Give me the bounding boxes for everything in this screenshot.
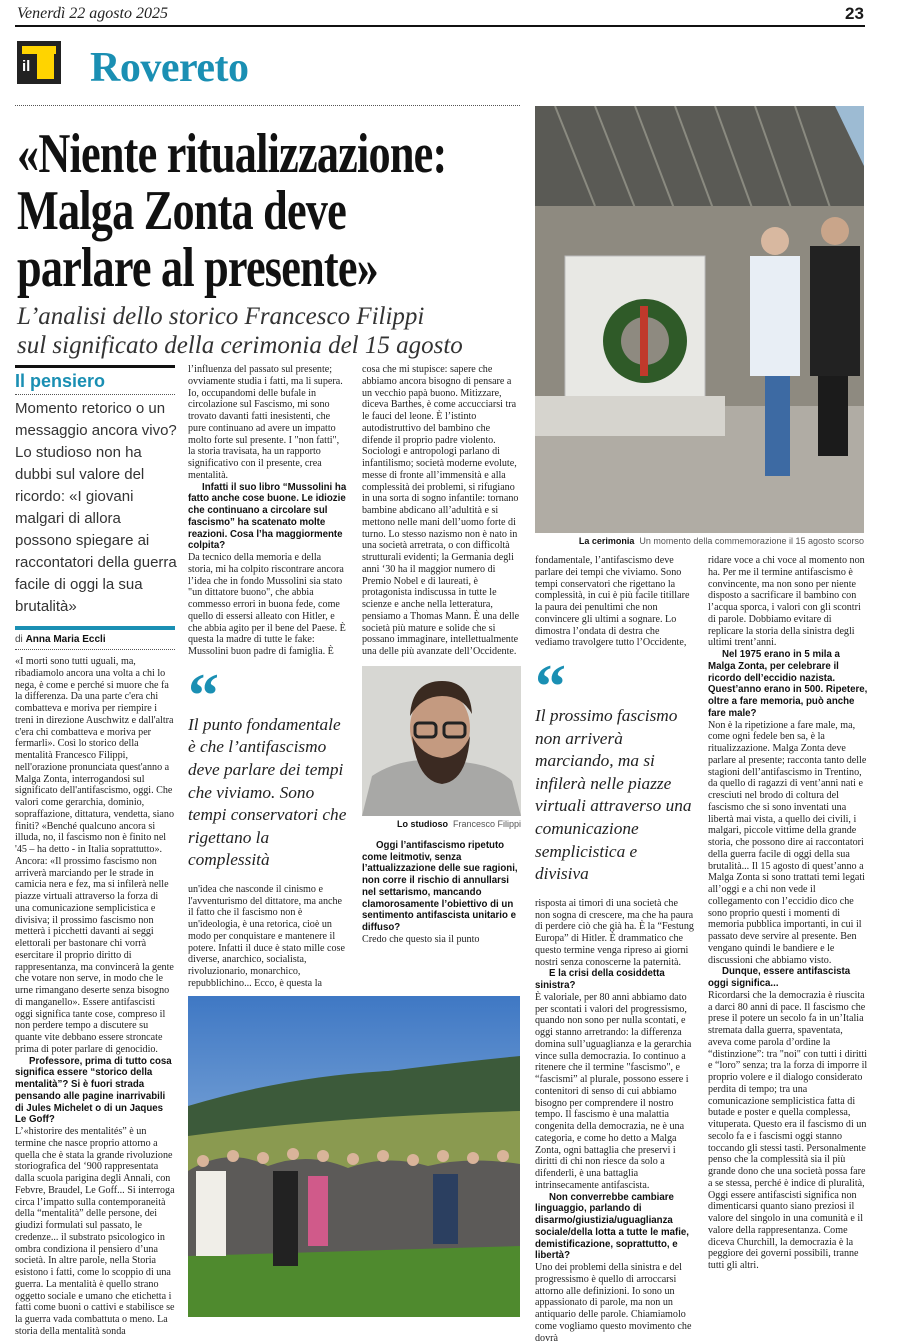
body-paragraph: l’influenza del passato sul presente; ovviamente studia i fatti, ma li supera. Io, occupandomi delle bufale in circolazione sul Fascismo, mi sono trovato davanti fatti inesistenti, che pure continuano ad avere un impatto molto forte sul presente. I "non fatti", la storia travisata, ha un rapporto significativo con il presente, crea mentalità. — [188, 364, 343, 481]
body-paragraph: Ricordarsi che la democrazia è riuscita a darci 80 anni di pace. Il fascismo che prese il potere un secolo fa in un’Italia stremata dalla guerra, spaventata, aveva come parola d’ordine la “distinzione”: tra "noi" con tutti i diritti e “loro” senza; tra la forza di imporre il proprio volere e il dialogo considerato perdita di tempo; tra una comunicazione semplicistica fatta di butade e poster e quella complessa, vituperata. Questo era il fascismo di un secolo fa e i fascismi oggi stanno toccando gli stessi tasti. Personalmente penso che la complessità sia il più grande dono che una società possa fare a se stessa, perché è indice di pluralità, Oggi essere antifascisti significa non dimenticarsi quanto siano preziosi il valore del singolo in una comunità e il valore della rappresentanza. Come diceva Churchill, la democrazia è la peggiore dei governi possibili, tranne tutti gli altri. — [708, 989, 868, 1271]
portrait-photo — [362, 666, 521, 816]
body-paragraph: L’«historire des mentalités” è un termine che nasce proprio attorno a quella che è stata la grande rivoluzione storiografica del ‘900 rappresentata dalla scuola parigina degli Annali, con Febvre, Braudel, Le Goff... Si interroga circa l’impatto sulla contemporaneità della “mentalità” delle persone, dei giudizi formulati sul passato, le credenze... il substrato psicologico in ombra condiziona il pensiero d’una società. In altre parole, nella Storia esistono i fatti, come lo scoppio di una guerra. La mentalità è quello strano oggetto sociale e umano che etichetta i fatti come buoni o cattivi e stabilisce se la guerra vada combattuta o meno. La storia della mentalità sonda — [15, 1126, 175, 1337]
ceremony-photo-art — [535, 106, 864, 533]
article-column — [535, 555, 695, 649]
interview-question: Dunque, essere antifascista oggi significa... — [708, 966, 851, 989]
body-paragraph: Non è la ripetizione a fare male, ma, come ogni fedele ben sa, è la ritualizzazione. Malga Zonta deve parlare al presente; racconta tanto delle stagioni dell’antifascismo in Trentino, da quello di ragazzi di vent’anni nati e cresciuti nel brodo di coltura del fascismo che si sono inventati una libertà mai vista, a quello dei civili, i malgari, piccole vittime della grande storia, che possono dire ai raccontatori della guerra facile di oggi della sua brutalità... Il 15 agosto di quest’anno a Malga Zonta si sono trattati temi legati all’oggi e a chi non vede il collegamento con l’eccidio dico che sono proprio questi i momenti di memoria pubblica importanti, in cui il passato deve servire al presente. Ben vengano quindi le bandiere e le discussioni che abbiamo visto. — [708, 719, 867, 966]
columns-2-3 — [188, 364, 522, 1317]
headline-line: «Niente ritualizzazione: — [17, 123, 447, 185]
author-name: Anna Maria Eccli — [25, 634, 106, 645]
sidebar-text: Momento retorico o un messaggio ancora vivo? Lo studioso non ha dubbi sul valore del ricordo: «I giovani malgari di allora possono spiegare ai raccontatori della guerra facile di oggi la sua brutalità» — [15, 400, 177, 615]
divider — [15, 649, 175, 650]
sidebar-title: Il pensiero — [15, 371, 106, 391]
body-paragraph: Uno dei problemi della sinistra e del progressismo è quello di arroccarsi attorno alle definizioni. Io sono un appassionato di parole, ma non un antiquario delle parole. Chiamiamolo come vogliamo questo movimento che dovrà — [535, 1262, 692, 1344]
newspaper-logo: il — [17, 41, 61, 84]
quote-mark-icon: “ — [188, 661, 219, 730]
divider — [15, 105, 520, 106]
pull-quote — [535, 653, 695, 886]
article-column — [362, 840, 522, 946]
article-column — [708, 555, 868, 1272]
pull-quote — [188, 661, 348, 872]
caption-label: La cerimonia — [578, 536, 635, 546]
pull-quote-text: Il punto fondamentale è che l’antifascismo deve parlare dei tempi che viviamo. Sono tempi conservatori che rigettano la complessità — [188, 714, 347, 870]
headline-line: parlare al presente» — [17, 237, 379, 299]
subtitle-line: sul significato della cerimonia del 15 agosto — [17, 332, 463, 359]
divider — [15, 25, 865, 27]
interview-question: E la crisi della cosiddetta sinistra? — [535, 968, 665, 991]
article-column — [188, 884, 348, 990]
body-paragraph: cosa che mi stupisce: sapere che abbiamo ancora bisogno di pensare a un vecchio papà buono. Mitizzare, diceva Barthes, è come accucciarsi tra le fauci del leone. È l’istinto autodistruttivo del bambino che difende il proprio padre violento. Sociologi e antropologi parlano di infantilismo; società moderne evolute, messe di fronte all’immensità e alla complessità dei problemi, si rifugiano in una sorta di sogno infantile: tornano bambine abdicano all’adultità e si mettono nelle mani dell’uomo forte di turno. Lo stesso nazismo non è nato in una società arretrata, o con difficoltà strutturali evidenti; la Germania degli anni ‘30 ha il maggior numero di Premio Nobel e di laureati, è protagonista indiscussa in tutte le scienze e anche nella letteratura, pensiamo a Thomas Mann. È una delle società più mature e solide che si possano immaginare, intellettualmente una delle più avanzate dell’Occidente. — [362, 364, 520, 657]
body-paragraph: È valoriale, per 80 anni abbiamo dato per scontati i valori del progressismo, quando non sono per nulla scontati, e oggi stanno arretrando: la differenza domina sull’uguaglianza e la gerarchia vince sulla democrazia. Io continuo a ritenere che il termine "fascismo", e “fascismi” al plurale, possono essere i contenitori di senso di cui abbiamo bisogno per comprendere il nostro tempo. Il fascismo è una malattia congenita della democrazia, ne è una categoria, e come ho detto a Malga Zonta, ogni battaglia che preservi i diritti di chi non riesce da solo a difenderli, è una battaglia intrinsecamente antifascista. — [535, 991, 692, 1191]
divider — [15, 365, 175, 368]
crowd-photo — [188, 996, 520, 1317]
divider — [15, 394, 175, 395]
pull-quote-text: Il prossimo fascismo non arriverà marciando, ma si infilerà nelle piazze virtuali attraverso una comunicazione semplicistica e divisiva — [535, 706, 692, 884]
column-3 — [362, 364, 522, 946]
quote-mark-icon: “ — [535, 653, 566, 721]
byline — [15, 633, 180, 646]
article-column — [535, 898, 695, 1344]
body-paragraph: risposta ai timori di una società che non sogna di crescere, ma che ha paura di perdere ciò che già ha. È la “Festung Europa” di Hitler. È drammatico che questo termine venga ripreso ai giorni nostri senza conoscerne la paternità. — [535, 897, 694, 968]
issue-date: Venerdì 22 agosto 2025 — [17, 5, 168, 22]
body-paragraph: Da tecnico della memoria e della storia, mi ha colpito riscontrare ancora l’idea che in fondo Mussolini sia stato "un dittatore buono", che abbia commesso errori in buona fede, come quello di essersi alleato con Hitler, e che abbia agito per il bene del Paese. È questa la madre di tutte le fake: Mussolini buon padre di famiglia. È — [188, 552, 346, 657]
body-paragraph: Credo che questo sia il punto — [362, 933, 480, 945]
divider — [15, 626, 175, 630]
interview-question: Non converrebbe cambiare linguaggio, parlando di disarmo/giustizia/uguaglianza sociale/della lotta a tutte le mafie, demistificazione, soprattutto, e libertà? — [535, 1191, 689, 1262]
ceremony-photo-block — [535, 106, 864, 547]
body-paragraph: fondamentale, l’antifascismo deve parlare dei tempi che viviamo. Sono tempi conservatori che rigettano la complessità, in cui è più facile titillare la paura dei penultimi che non convincere gli ultimi a sognare. Lo dimostra l’ondata di destra che vediamo travolgere tutto l’Occidente, — [535, 555, 690, 649]
subtitle-line: L’analisi dello storico Francesco Filippi — [17, 303, 425, 330]
column-4 — [535, 555, 695, 1344]
byline-prefix: di — [15, 634, 23, 645]
interview-question: Infatti il suo libro “Mussolini ha fatto anche cose buone. Le idiozie che continuano a circolare sul fascismo” ha scatenato molte reazioni. Cosa l’ha maggiormente colpita? — [188, 481, 347, 552]
article-column — [15, 656, 175, 1338]
ceremony-caption — [535, 536, 864, 547]
article-column — [188, 364, 348, 658]
subtitle — [17, 302, 537, 360]
headline-line: Malga Zonta deve — [17, 180, 346, 242]
body-paragraph: ridare voce a chi voce al momento non ha. Per me il termine antifascismo è convincente, ma non sono per niente disposto a sacrificare il bambino con l’acqua sporca, i valori con gli scontri di parole. Dobbiamo evitare di replicare la storia della sinistra degli ultimi trent’anni. — [708, 555, 865, 649]
crowd-photo-art — [188, 996, 520, 1317]
portrait-art — [362, 666, 521, 816]
column-5 — [708, 555, 868, 1272]
interview-question: Professore, prima di tutto cosa significa essere “storico della mentalità”? Si è fuori strada pensando alle pagine inarrivabili di Jules Michelet o di un Jaques Le Goff? — [15, 1055, 172, 1126]
interview-question: Oggi l’antifascismo ripetuto come leitmotiv, senza l’attualizzazione delle sue ragioni, non corre il rischio di annullarsi nel settarismo, mancando clamorosamente l’obiettivo di un sentimento antifascista unitario e diffuso? — [362, 839, 518, 933]
body-paragraph: un'idea che nasconde il cinismo e l'avventurismo del dittatore, ma anche il fatto che il fascismo non è un'ideologia, è una retorica, cioè un modo per conquistare e mantenere il potere. Infatti il duce è stato mille cose diverse, anarchico, socialista, rivoluzionario, monarchico, repubblichino... Ecco, è questa la — [188, 883, 345, 989]
body-paragraph: «I morti sono tutti uguali, ma, ribadiamolo ancora una volta a chi lo nega, è come e perché si muore che fa la differenza. Da una parte c'era chi combatteva e moriva per riempire i treni in direzione Auschwitz e dall'altra c'era chi combatteva e moriva per fermarli». Così lo storico della mentalità Francesco Filippi, nell'orazione pronunciata quest'anno a Malga Zonta, interrogandosi sul significato dell'antifascismo, oggi. Che valori come gerarchia, dominio, sopraffazione, dittatura, vendetta, siano finiti? «Benché qualcuno ancora si illuda, no, il fascismo non è finito nel '45 – ha detto - in Italia soprattutto». Ancora: «Il prossimo fascismo non arriverà marciando per le strade in camicia nera e fez, ma si infilerà nelle piazze virtuali attraverso la forza di una comunicazione semplicistica e divisiva; il prossimo fascismo non metterà i picchetti davanti ai seggi elettorali per bastonare chi vorrà esercitare il proprio diritto di rappresentanza, ma convincerà la gente che votare non serve, in modo che le urne rimangano deserte senza bisogno di manganello». Essere antifascisti oggi significa tante cose, compreso il non perdere tempo a discutere su quante vite debbano essere stroncate prima di poter parlare di genocidio. — [15, 656, 175, 1055]
columns-row — [188, 364, 522, 990]
portrait-caption — [362, 819, 521, 830]
interview-question: Nel 1975 erano in 5 mila a Malga Zonta, per celebrare il ricordo dell’eccidio nazista. Quest’anno erano in 500. Ripetere, oltre a fare memoria, può anche fare male? — [708, 649, 868, 719]
caption-text: Francesco Filippi — [452, 818, 521, 829]
headline — [17, 123, 447, 299]
column-1 — [15, 365, 180, 1338]
section-title: Rovereto — [90, 45, 249, 91]
caption-label: Lo studioso — [396, 818, 448, 829]
page-number: 23 — [845, 4, 864, 23]
ceremony-photo — [535, 106, 864, 533]
column-2 — [188, 364, 348, 990]
article-column — [362, 364, 522, 658]
caption-text: Un momento della commemorazione il 15 agosto scorso — [639, 536, 864, 546]
